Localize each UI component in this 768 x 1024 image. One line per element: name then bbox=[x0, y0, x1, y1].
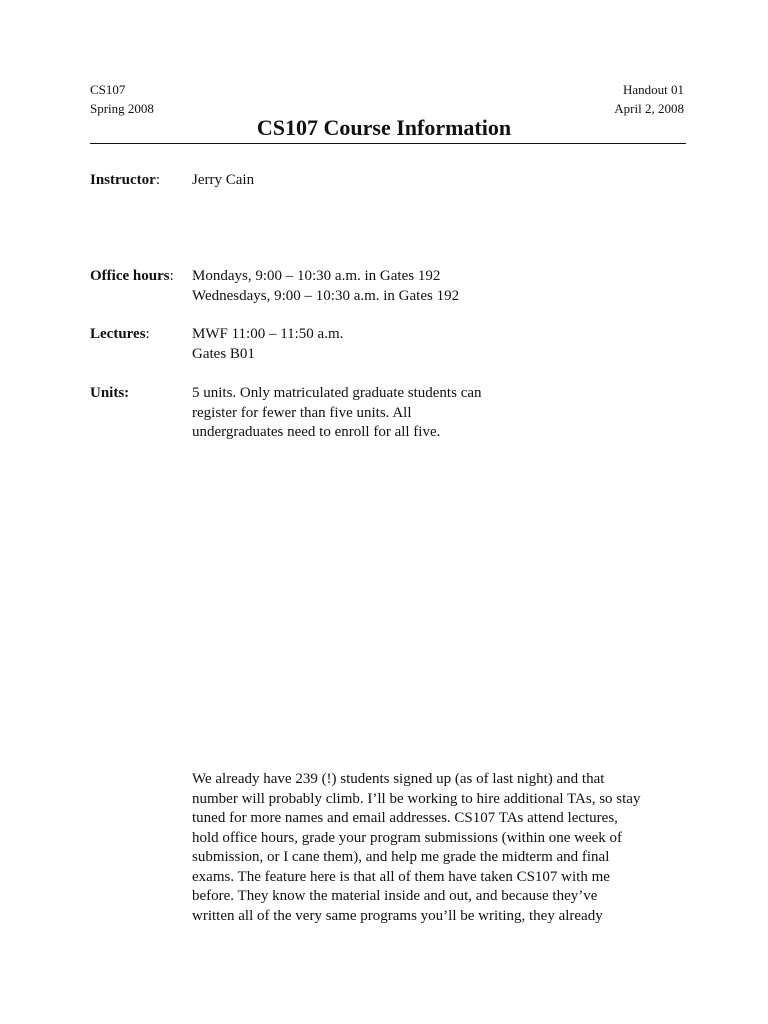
term: Spring 2008 bbox=[90, 101, 154, 116]
paragraph-line: before. They know the material inside and out, and because they’ve bbox=[192, 888, 598, 904]
course-code: CS107 bbox=[90, 82, 126, 97]
paragraph-line: submission, or I cane them), and help me grade the midterm and final bbox=[192, 849, 610, 865]
instructor-label: Instructor: bbox=[90, 172, 160, 188]
ta-paragraph bbox=[192, 770, 702, 926]
lectures-value bbox=[192, 325, 343, 364]
units-line: undergraduates need to enroll for all five. bbox=[192, 424, 441, 440]
instructor-line: Jerry Cain bbox=[192, 172, 255, 188]
paragraph-line: written all of the very same programs you’ll be writing, they already bbox=[192, 907, 603, 924]
paragraph-line: We already have 239 (!) students signed up (as of last night) and that bbox=[192, 771, 605, 787]
units-line: 5 units. Only matriculated graduate students can bbox=[192, 385, 482, 401]
title-rule bbox=[90, 143, 686, 144]
handout-number: Handout 01 bbox=[622, 82, 684, 97]
paragraph-line: number will probably climb. I’ll be working to hire additional TAs, so stay bbox=[192, 790, 641, 807]
paragraph-line: exams. The feature here is that all of them have taken CS107 with me bbox=[192, 868, 610, 885]
paragraph-line: tuned for more names and email addresses. CS107 TAs attend lectures, bbox=[192, 810, 618, 826]
office-hours-line: Wednesdays, 9:00 – 10:30 a.m. in Gates 192 bbox=[192, 287, 460, 304]
units-value bbox=[192, 384, 482, 443]
instructor-value bbox=[192, 171, 254, 191]
units-line: register for fewer than five units. All bbox=[192, 404, 412, 421]
office-hours-line: Mondays, 9:00 – 10:30 a.m. in Gates 192 bbox=[192, 268, 441, 284]
paragraph-line: hold office hours, grade your program submissions (within one week of bbox=[192, 829, 623, 846]
lectures-line: Gates B01 bbox=[192, 345, 255, 362]
units-label: Units: bbox=[90, 385, 130, 401]
page-title: CS107 Course Information bbox=[256, 115, 512, 140]
lectures-line: MWF 11:00 – 11:50 a.m. bbox=[192, 326, 344, 342]
lectures-label: Lectures: bbox=[90, 326, 150, 342]
office-hours-label: Office hours: bbox=[90, 268, 174, 284]
office-hours-value bbox=[192, 267, 459, 306]
handout-date: April 2, 2008 bbox=[614, 101, 684, 116]
